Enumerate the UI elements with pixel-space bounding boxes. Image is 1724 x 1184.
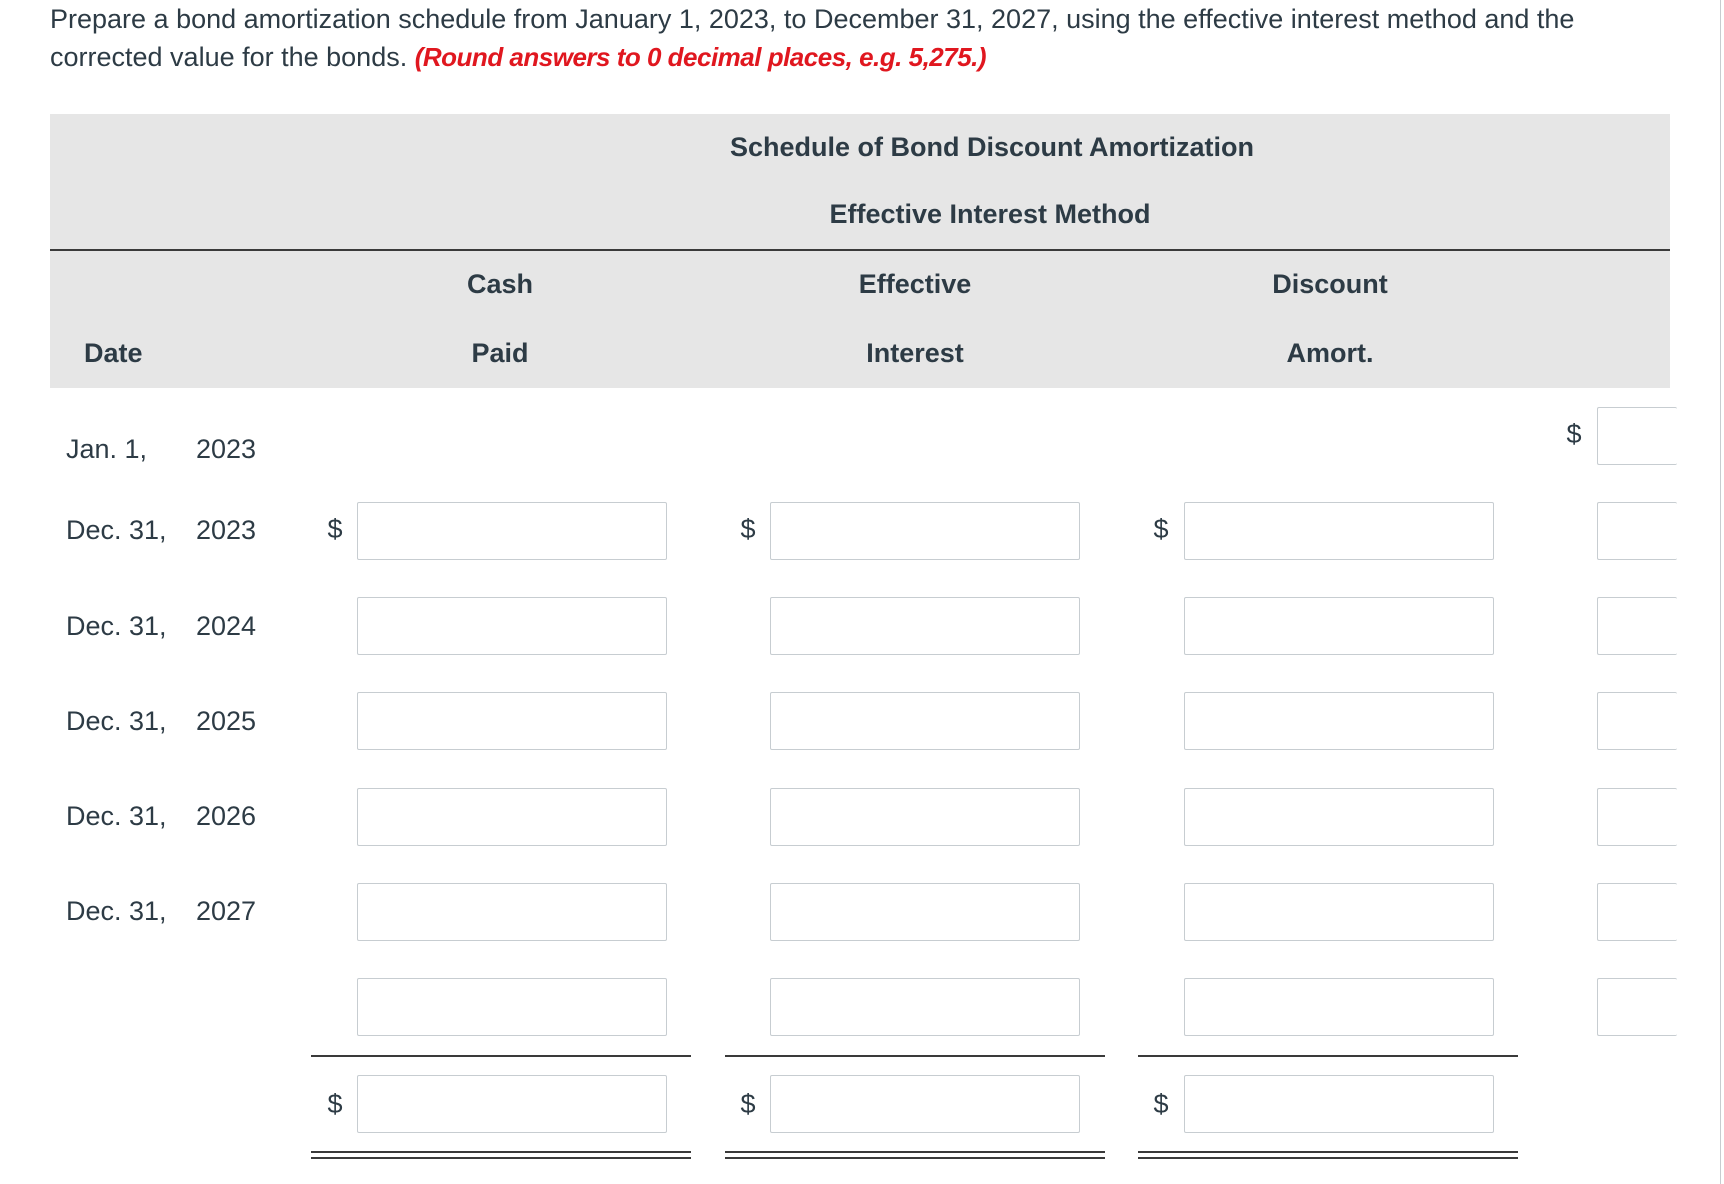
effective-interest-input[interactable] [770, 883, 1080, 941]
discount-amort-input[interactable] [1184, 788, 1494, 846]
col-cash-line2: Paid [471, 338, 529, 368]
sum-rule [1138, 1055, 1518, 1057]
effective-interest-input[interactable] [770, 978, 1080, 1036]
row-date-label: Dec. 31, [66, 611, 167, 641]
row-date-year: 2023 [196, 434, 257, 464]
total-double-rule [311, 1151, 691, 1153]
col-discount-line2: Amort. [1286, 338, 1374, 368]
instructions-text: Prepare a bond amortization schedule from January 1, 2023, to December 31, 2027, using the effective interest method and the corrected value for the bonds. [50, 4, 1575, 72]
row-date-year: 2025 [196, 706, 257, 736]
row-date-label: Dec. 31, [66, 515, 167, 545]
sum-rule [311, 1055, 691, 1057]
row-date-label: Jan. 1, [66, 434, 148, 464]
dollar-sign: $ [740, 1089, 756, 1119]
carrying-value-input[interactable] [1597, 597, 1677, 655]
cash-paid-input[interactable] [357, 502, 667, 560]
carrying-value-input[interactable] [1597, 692, 1677, 750]
row-date-year: 2027 [196, 896, 257, 926]
discount-amort-input[interactable] [1184, 502, 1494, 560]
discount-amort-input[interactable] [1184, 978, 1494, 1036]
row-date-year: 2023 [196, 515, 257, 545]
discount-amort-input[interactable] [1184, 883, 1494, 941]
cash-paid-input[interactable] [357, 978, 667, 1036]
carrying-value-input[interactable] [1597, 407, 1677, 465]
total-double-rule [725, 1151, 1105, 1153]
cash-paid-input[interactable] [357, 597, 667, 655]
row-date-label: Dec. 31, [66, 896, 167, 926]
dollar-sign: $ [1153, 514, 1169, 544]
discount-amort-input[interactable] [1184, 692, 1494, 750]
col-cash-line1: Cash [466, 269, 534, 299]
total-double-rule [1138, 1151, 1518, 1153]
scroll-edge [1720, 0, 1721, 1184]
table-title: Schedule of Bond Discount Amortization [730, 132, 1254, 162]
dollar-sign: $ [740, 514, 756, 544]
dollar-sign: $ [1566, 419, 1582, 449]
row-date-year: 2026 [196, 801, 257, 831]
table-subtitle: Effective Interest Method [829, 199, 1151, 229]
total-double-rule [1138, 1157, 1518, 1159]
col-discount-line1: Discount [1272, 269, 1388, 299]
col-date: Date [84, 338, 143, 368]
instructions [50, 0, 1650, 76]
effective-interest-input[interactable] [770, 502, 1080, 560]
dollar-sign: $ [327, 1089, 343, 1119]
total-double-rule [311, 1157, 691, 1159]
discount-amort-input[interactable] [1184, 597, 1494, 655]
cash-paid-total-input[interactable] [357, 1075, 667, 1133]
rounding-hint: (Round answers to 0 decimal places, e.g. 5,275.) [414, 42, 987, 72]
dollar-sign: $ [1153, 1089, 1169, 1119]
effective-interest-input[interactable] [770, 597, 1080, 655]
row-date-label: Dec. 31, [66, 801, 167, 831]
effective-interest-input[interactable] [770, 692, 1080, 750]
carrying-value-input[interactable] [1597, 502, 1677, 560]
carrying-value-input[interactable] [1597, 978, 1677, 1036]
col-interest-line2: Interest [866, 338, 964, 368]
header-divider [50, 249, 1670, 251]
cash-paid-input[interactable] [357, 788, 667, 846]
col-interest-line1: Effective [858, 269, 972, 299]
row-date-label: Dec. 31, [66, 706, 167, 736]
carrying-value-input[interactable] [1597, 883, 1677, 941]
row-date-year: 2024 [196, 611, 257, 641]
cash-paid-input[interactable] [357, 883, 667, 941]
sum-rule [725, 1055, 1105, 1057]
dollar-sign: $ [327, 514, 343, 544]
effective-interest-input[interactable] [770, 788, 1080, 846]
carrying-value-input[interactable] [1597, 788, 1677, 846]
effective-interest-total-input[interactable] [770, 1075, 1080, 1133]
discount-amort-total-input[interactable] [1184, 1075, 1494, 1133]
total-double-rule [725, 1157, 1105, 1159]
cash-paid-input[interactable] [357, 692, 667, 750]
